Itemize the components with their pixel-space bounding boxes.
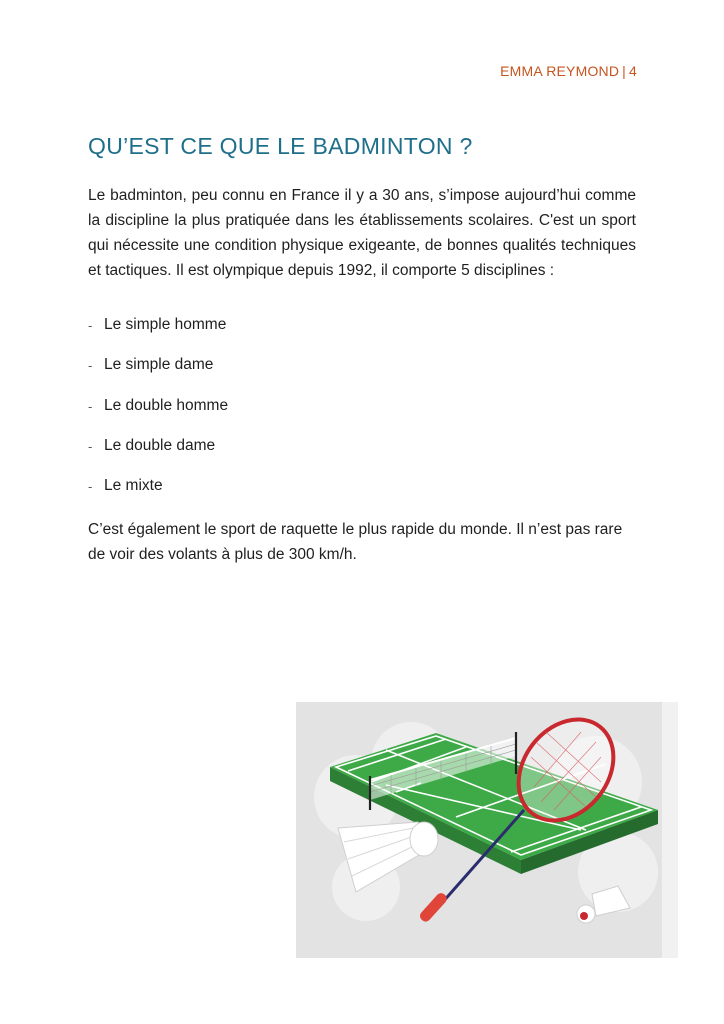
illustration-edge-strip — [662, 702, 678, 958]
outro-paragraph: C’est également le sport de raquette le plus rapide du monde. Il n’est pas rare de voir des volants à plus de 300 km/h. — [88, 521, 623, 563]
list-dash: - — [88, 398, 93, 414]
list-item-label: Le mixte — [104, 477, 163, 495]
disciplines-list — [88, 316, 228, 517]
header-separator: | — [622, 63, 626, 79]
author-name: EMMA REYMOND — [500, 63, 620, 79]
list-item-label: Le simple dame — [104, 356, 214, 374]
badminton-illustration — [296, 702, 678, 958]
list-item — [88, 356, 228, 396]
list-item-label: Le double dame — [104, 436, 216, 454]
list-item-label: Le simple homme — [104, 316, 227, 333]
page-title: QU’EST CE QUE LE BADMINTON ? — [88, 133, 473, 159]
list-item — [88, 397, 228, 437]
list-dash: - — [88, 479, 93, 495]
list-dash: - — [88, 438, 93, 454]
list-dash: - — [88, 358, 93, 374]
list-item — [88, 437, 228, 477]
intro-paragraph: Le badminton, peu connu en France il y a 30 ans, s’impose aujourd’hui comme la discipline la plus pratiquée dans les établissements scolaires. C'est un sport qui nécessite une condition physique exigeante, de bonnes qualités techniques et tactiques. Il est olympique depuis 1992, il comporte 5 disciplines : — [88, 187, 636, 279]
list-dash: - — [88, 318, 93, 333]
list-item — [88, 477, 228, 517]
page-header — [500, 63, 637, 79]
page-number: 4 — [629, 63, 637, 79]
list-item — [88, 316, 228, 356]
list-item-label: Le double homme — [104, 396, 229, 414]
